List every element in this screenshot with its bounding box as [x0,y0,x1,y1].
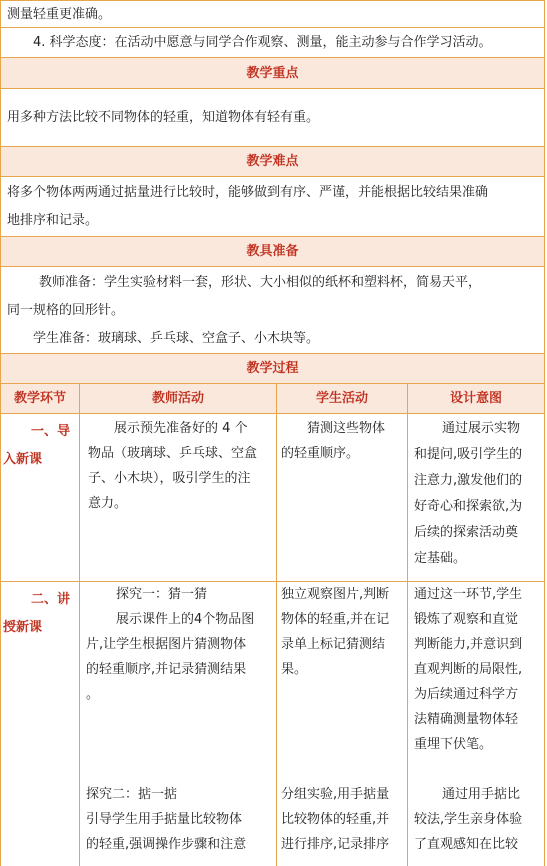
stage-cell-teaching [1,582,80,866]
student-line: 比较物体的轻重,并 [281,812,390,827]
intent-cell-intro [408,414,544,581]
intent-line: 后续的探索活动奠 [414,525,519,540]
process-column-header-row [0,384,545,414]
student-line: 的轻重顺序。 [281,446,360,461]
intent-line: 通过用手掂比 [442,787,521,802]
intent-line: 较法,学生亲身体验 [414,812,523,827]
student-line: 果。 [281,662,308,677]
process-row-teaching [0,582,545,866]
student-line: 分组实验,用手掂量 [281,787,390,802]
materials-student-line: 学生准备：玻璃球、乒乓球、空盒子、小木块等。 [33,331,320,346]
intent-line: 法精确测量物体轻 [414,712,519,727]
column-header-teacher: 教师活动 [80,384,277,413]
stage-line: 入新课 [3,452,43,467]
key-points-text: 用多种方法比较不同物体的轻重，知道物体有轻有重。 [7,110,320,125]
materials-title: 教具准备 [246,244,299,259]
intent-cell-teaching [408,582,544,866]
student-cell-intro [277,414,408,581]
student-cell-teaching [277,582,408,866]
teacher-line: 意力。 [88,496,128,511]
student-line [281,757,403,782]
intro-text-2: 4. 科学态度：在活动中愿意与同学合作观察、测量，能主动参与合作学习活动。 [33,35,492,50]
key-points-header [0,58,545,89]
student-line: 猜测这些物体 [307,421,386,436]
teacher-line: 探究一：猜一猜 [116,587,208,602]
intent-line: 重埋下伏笔。 [414,737,493,752]
teacher-line [86,707,272,732]
teacher-line: 引导学生用手掂量比较物体 [86,812,243,827]
intent-line: 注意力,激发他们的 [414,473,523,488]
intent-line: 了直观感知在比较 [414,837,519,852]
intent-line: 好奇心和探索欲,为 [414,499,523,514]
student-line: 独立观察图片,判断 [281,587,390,602]
process-title: 教学过程 [246,361,299,376]
student-line: 物体的轻重,并在记 [281,612,390,627]
intent-line: 锻炼了观察和直觉 [414,612,519,627]
student-line [281,707,403,732]
intent-line: 定基础。 [414,551,467,566]
intent-line: 通过这一环节,学生 [414,587,523,602]
materials-row [0,267,545,354]
teacher-line: 片,让学生根据图片猜测物体 [86,637,247,652]
intent-line: 直观判断的局限性, [414,662,523,677]
teacher-line: 探究二：掂一掂 [86,787,178,802]
teacher-cell-intro [80,414,277,581]
intro-text-1: 测量轻重更准确。 [7,7,112,22]
difficulties-line-1: 将多个物体两两通过掂量进行比较时，能够做到有序、严谨，并能根据比较结果准确 [7,185,489,200]
teacher-line: 子、小木块），吸引学生的注 [88,471,251,486]
teacher-line: 的轻重,强调操作步骤和注意 [86,837,247,852]
intent-line [414,757,542,782]
materials-teacher-line-2: 同一规格的回形针。 [7,303,125,318]
teacher-line [86,757,272,782]
intent-line: 为后续通过科学方 [414,687,519,702]
stage-line: 一、导 [31,424,71,439]
materials-teacher-line-1: 教师准备：学生实验材料一套，形状、大小相似的纸杯和塑料杯，简易天平， [39,275,482,290]
student-line [281,732,403,757]
student-line: 进行排序,记录排序 [281,837,390,852]
teacher-line [86,732,272,757]
column-header-student: 学生活动 [277,384,408,413]
stage-cell-intro [1,414,80,581]
difficulties-header [0,147,545,177]
process-row-intro [0,414,545,582]
teacher-line: 展示课件上的4个物品图 [116,612,255,627]
intent-line: 和提问,吸引学生的 [414,447,523,462]
stage-line: 二、讲 [31,592,71,607]
process-header [0,354,545,384]
intent-line: 通过展示实物 [442,421,521,436]
column-header-stage: 教学环节 [1,384,80,413]
key-points-row [0,89,545,147]
intro-row-1 [0,0,545,28]
student-line: 录单上标记猜测结 [281,637,386,652]
intro-row-2 [0,28,545,58]
student-line [281,682,403,707]
difficulties-title: 教学难点 [246,154,299,169]
column-header-intent: 设计意图 [408,384,544,413]
key-points-title: 教学重点 [246,66,299,81]
teacher-line: 的轻重顺序,并记录猜测结果 [86,662,247,677]
teacher-line: 展示预先准备好的 4 个 [114,421,248,436]
teacher-line: 物品（玻璃球、乒乓球、空盒 [88,446,258,461]
intent-line: 判断能力,并意识到 [414,637,523,652]
difficulties-row [0,177,545,237]
teacher-cell-teaching [80,582,277,866]
materials-header [0,237,545,267]
stage-line: 授新课 [3,620,43,635]
difficulties-line-2: 地排序和记录。 [7,213,99,228]
teacher-line: 。 [86,687,100,702]
